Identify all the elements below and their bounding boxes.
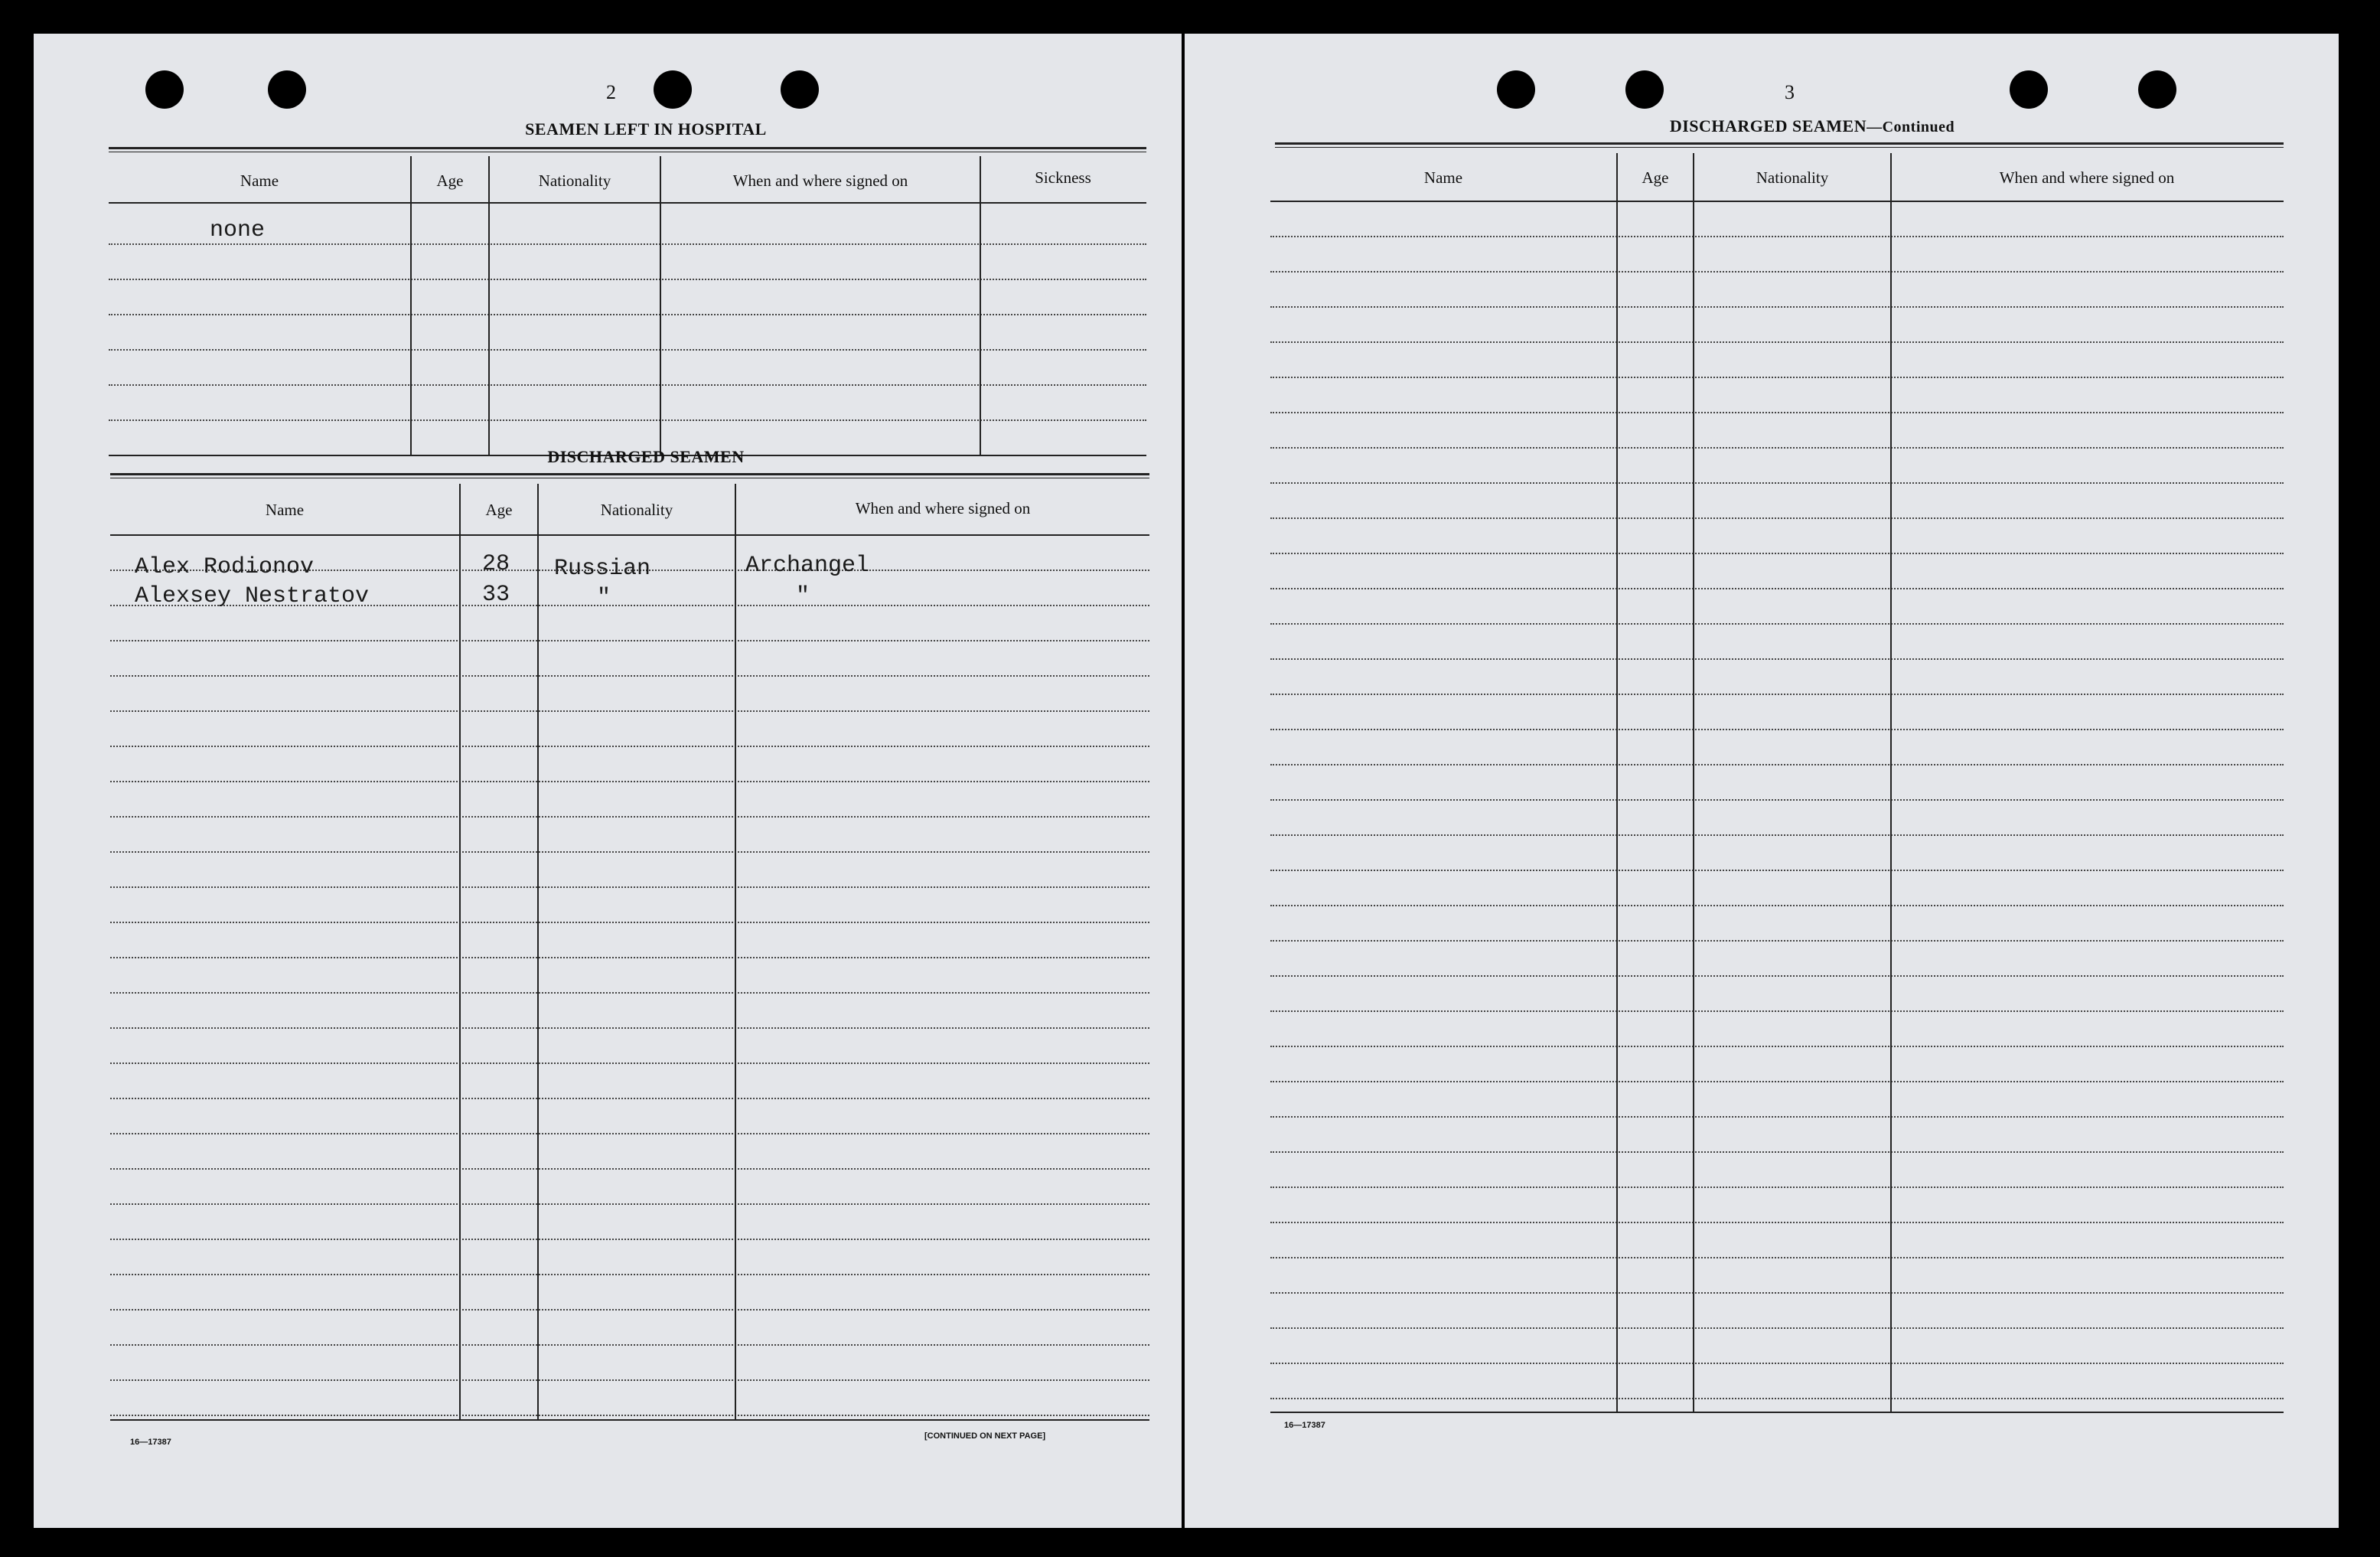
ruled-line [1270, 1292, 2284, 1294]
ruled-line [110, 1062, 1149, 1064]
ruled-line [1270, 658, 2284, 660]
ruled-line [1270, 1010, 2284, 1012]
table-row-name: Alexsey Nestratov [135, 583, 370, 609]
table-bottom-rule [110, 1419, 1149, 1421]
title-main: DISCHARGED SEAMEN [1669, 116, 1867, 135]
column-header-signed-on: When and where signed on [732, 171, 908, 190]
table-bottom-rule [1270, 1412, 2284, 1413]
column-header-name: Name [1423, 168, 1463, 187]
ruled-line [110, 922, 1149, 923]
table-top-rule [109, 147, 1146, 152]
table-row-age: 33 [482, 582, 510, 608]
ruled-line [110, 957, 1149, 958]
column-header-name: Name [265, 501, 305, 519]
header-rule [1270, 201, 2284, 202]
ruled-line [1270, 1151, 2284, 1153]
punch-hole [654, 70, 692, 109]
ruled-line [1270, 588, 2284, 589]
punch-hole [2138, 70, 2176, 109]
column-header-name: Name [240, 171, 279, 190]
ruled-line [1270, 517, 2284, 519]
ruled-line [110, 1379, 1149, 1381]
column-header-nationality: Nationality [1756, 168, 1829, 187]
ruled-line [110, 710, 1149, 712]
ruled-line [110, 1309, 1149, 1311]
table-row-name: Alex Rodionov [135, 554, 315, 580]
header-rule [110, 534, 1149, 536]
ruled-line [110, 1203, 1149, 1205]
ruled-line [110, 1133, 1149, 1134]
ruled-line [110, 640, 1149, 641]
table-row-signed-on: Archangel [745, 553, 870, 579]
punch-hole [781, 70, 819, 109]
column-header-sickness: Sickness [1035, 168, 1091, 187]
ruled-line [1270, 834, 2284, 836]
ruled-line [110, 1027, 1149, 1029]
ruled-line [1270, 1257, 2284, 1258]
ruled-line [110, 675, 1149, 677]
discharged-continued-title [1529, 116, 2095, 136]
ruled-line [1270, 271, 2284, 273]
ruled-line [1270, 1398, 2284, 1399]
hospital-entry: none [210, 217, 266, 243]
ruled-line [110, 1344, 1149, 1346]
ruled-line [110, 1274, 1149, 1275]
table-row-nationality: Russian [554, 556, 651, 582]
ruled-line [1270, 764, 2284, 765]
ruled-line [1270, 412, 2284, 413]
ruled-line [110, 1098, 1149, 1099]
left-page [34, 34, 1182, 1528]
ruled-line [110, 851, 1149, 853]
ruled-line [1270, 1116, 2284, 1118]
right-page [1185, 34, 2339, 1528]
ruled-line [1270, 870, 2284, 871]
ruled-line [1270, 1081, 2284, 1082]
column-header-age: Age [1642, 168, 1669, 187]
column-header-signed-on: When and where signed on [1999, 168, 2175, 187]
column-header-nationality: Nationality [600, 501, 673, 519]
discharged-section-title: DISCHARGED SEAMEN [547, 447, 745, 466]
ruled-line [110, 816, 1149, 818]
continued-note: [CONTINUED ON NEXT PAGE] [924, 1431, 1046, 1441]
ruled-line [1270, 236, 2284, 237]
punch-hole [2010, 70, 2048, 109]
hospital-section-title: SEAMEN LEFT IN HOSPITAL [525, 119, 767, 139]
table-top-rule [1275, 142, 2284, 148]
punch-hole [1497, 70, 1535, 109]
ruled-line [1270, 940, 2284, 942]
ruled-line [1270, 447, 2284, 449]
ruled-line [1270, 553, 2284, 554]
ruled-line [110, 1239, 1149, 1240]
punch-hole [268, 70, 306, 109]
form-number: 16—17387 [130, 1438, 171, 1447]
ruled-line [1270, 341, 2284, 343]
page-number: 2 [606, 81, 616, 103]
table-top-rule [110, 473, 1149, 478]
ruled-line [110, 886, 1149, 888]
column-header-age: Age [436, 171, 464, 190]
title-suffix: —Continued [1867, 119, 1955, 135]
ruled-line [1270, 482, 2284, 484]
column-header-age: Age [485, 501, 513, 519]
ruled-line [1270, 799, 2284, 801]
ruled-line [1270, 694, 2284, 695]
ruled-line [1270, 1327, 2284, 1329]
table-row-signed-on: " [796, 583, 810, 609]
table-row-age: 28 [482, 551, 510, 577]
column-header-nationality: Nationality [538, 171, 611, 190]
ruled-line [1270, 1222, 2284, 1223]
ruled-line [1270, 905, 2284, 906]
table-row-nationality: " [597, 585, 611, 611]
header-rule [109, 202, 1146, 204]
ruled-line [1270, 975, 2284, 977]
column-header-signed-on: When and where signed on [855, 499, 1031, 517]
punch-hole [145, 70, 184, 109]
ruled-line [1270, 623, 2284, 625]
punch-hole [1625, 70, 1664, 109]
ruled-line [1270, 729, 2284, 730]
ruled-line [110, 992, 1149, 994]
ruled-line [110, 1168, 1149, 1170]
ruled-line [1270, 1363, 2284, 1364]
ruled-line [1270, 1046, 2284, 1047]
ruled-line [110, 746, 1149, 747]
form-number: 16—17387 [1284, 1421, 1325, 1430]
ruled-line [1270, 377, 2284, 378]
ruled-line [110, 781, 1149, 782]
ruled-line [1270, 1187, 2284, 1188]
ruled-line [110, 1415, 1149, 1416]
ruled-line [1270, 306, 2284, 308]
page-number: 3 [1785, 81, 1795, 103]
